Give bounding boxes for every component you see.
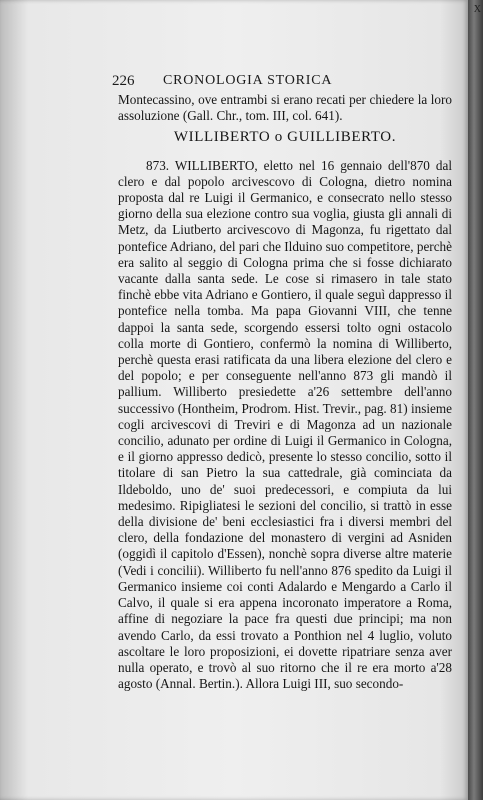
opening-paragraph: Montecassino, ove entrambi si erano recati per chiedere la loro assoluzione (Gall. Chr., tom. III, col. 641).	[118, 92, 452, 124]
running-title: CRONOLOGIA STORICA	[163, 73, 333, 88]
main-paragraph: 873. WILLIBERTO, eletto nel 16 gennaio dell'870 dal clero e dal popolo arcivescovo di Cologna, dietro nomina proposta dal re Luigi il Germanico, e consecrato nello stesso giorno della sua elezione contro sua voglia, giusta gli annali di Metz, da Liutberto arcivescovo di Magonza, fu rigettato dal pontefice Adriano, del pari che Ilduino suo competitore, perchè era salito al seggio di Cologna prima che si fosse dichiarato vacante dalla santa sede. Le cose si rimasero in tale stato finchè ebbe vita Adriano e Gontiero, il quale seguì dappresso il pontefice nella tomba. Ma papa Giovanni VIII, che tenne dappoi la santa sede, scorgendo essersi tolto ogni ostacolo colla morte di Gontiero, confermò la nomina di Williberto, perchè questa erasi ratificata da una libera elezione del clero e del popolo; e per conseguente nell'anno 873 gli mandò il pallium. Williberto presiedette a'26 settembre dell'anno successivo (Hontheim, Prodrom. Hist. Trevir., pag. 81) insieme cogli arcivescovi di Treviri e di Magonza ad un nazionale concilio, adunato per ordine di Luigi il Germanico in Cologna, e il giorno appresso dedicò, presente lo stesso concilio, sotto il titolare di san Pietro la sua cattedrale, già cominciata da Ildeboldo, uno de' suoi predecessori, e compiuta da lui medesimo. Ripigliatesi le sezioni del concilio, si trattò in esse della divisione de' beni ecclesiastici fra i diversi membri del clero, della fondazione del monastero di vergini ad Asniden (oggidì il capitolo d'Essen), nonchè sopra diverse altre materie (Vedi i concilii). Williberto fu nell'anno 876 spedito da Luigi il Germanico insieme coi conti Adalardo e Mengardo a Carlo il Calvo, il quale si era appena incoronato imperatore a Roma, affine di negoziare la pace fra questi due principi; ma non avendo Carlo, da essi trovato a Ponthion nel 4 luglio, voluto ascoltare le loro proposizioni, ei dovette ripatriare senza aver nulla operato, e trovò al suo ritorno che il re era morto a'28 agosto (Annal. Bertin.). Allora Luigi III, suo secondo-	[118, 157, 452, 692]
adjacent-page-edge	[468, 0, 483, 800]
page-number: 226	[112, 73, 135, 89]
section-title: WILLIBERTO o GUILLIBERTO.	[173, 129, 397, 146]
edge-mark: X	[473, 4, 481, 15]
text-block	[118, 92, 452, 692]
